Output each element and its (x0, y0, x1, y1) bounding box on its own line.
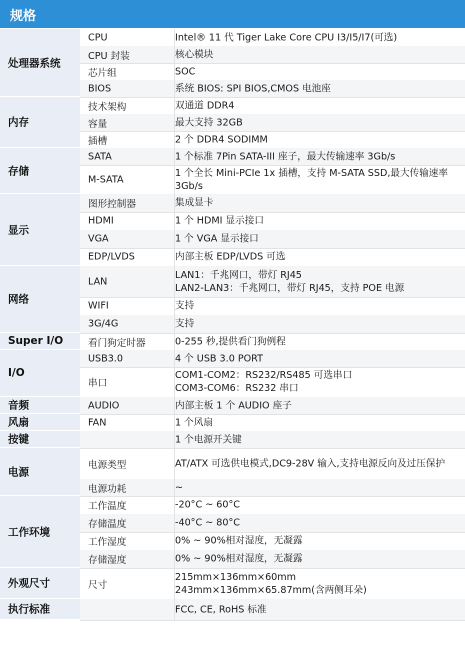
spec-row (80, 550, 465, 569)
spec-row (80, 63, 465, 81)
spec-row (80, 80, 465, 98)
spec-category (0, 496, 80, 568)
spec-category-label: I/O (8, 367, 25, 379)
spec-key: 插槽 (88, 135, 108, 147)
spec-row (80, 333, 465, 351)
spec-category (0, 29, 80, 97)
spec-value (175, 233, 460, 246)
spec-value-line: 1 个电源开关键 (175, 434, 242, 445)
spec-value-line: 内部主板 EDP/LVDS 可选 (175, 251, 286, 263)
spec-value-line: 集成显卡 (175, 197, 214, 209)
spec-category-label: 网络 (8, 293, 29, 306)
spec-row (80, 230, 465, 249)
spec-row (80, 532, 465, 551)
spec-category-label: 风扇 (8, 416, 29, 429)
spec-key: 存储湿度 (88, 555, 127, 566)
spec-value-line: 0% ~ 90%相对湿度，无凝露 (175, 535, 303, 547)
spec-key: AUDIO (88, 400, 120, 411)
spec-value (175, 457, 460, 470)
spec-value-line: 2 个 DDR4 SODIMM (175, 134, 268, 145)
spec-value-line: 0-255 秒,提供看门狗例程 (175, 336, 286, 347)
spec-value (175, 352, 460, 365)
spec-category-label: 处理器系统 (8, 57, 61, 69)
spec-key: HDMI (88, 215, 114, 227)
spec-key: CPU 封装 (88, 50, 130, 62)
spec-row (80, 599, 465, 621)
spec-category (0, 397, 80, 414)
spec-category (0, 414, 80, 431)
spec-value-line: FCC, CE, RoHS 标准 (175, 604, 267, 615)
spec-key: LAN (88, 276, 108, 287)
spec-key: FAN (88, 417, 107, 428)
spec-value-line: 双通道 DDR4 (175, 100, 235, 111)
spec-value-line: 支持 (175, 300, 195, 312)
spec-key: 3G/4G (88, 318, 119, 330)
spec-row (80, 266, 465, 298)
spec-value (175, 82, 460, 95)
spec-category (0, 448, 80, 496)
spec-value-line: Intel® 11 代 Tiger Lake Core CPU I3/I5/I7(可选) (175, 32, 398, 43)
spec-value-line: 1 个 VGA 显示接口 (175, 233, 259, 245)
spec-value (175, 300, 460, 313)
spec-value (175, 369, 460, 395)
spec-value-line: 4 个 USB 3.0 PORT (175, 353, 264, 364)
spec-row (80, 165, 465, 195)
spec-value (175, 571, 460, 597)
spec-row (80, 97, 465, 115)
spec-key: 工作温度 (88, 501, 127, 512)
spec-row (80, 514, 465, 533)
spec-value (175, 150, 460, 163)
spec-value (175, 31, 460, 44)
spec-row (80, 297, 465, 316)
spec-key: M-SATA (88, 174, 124, 185)
spec-key: 看门狗定时器 (88, 337, 146, 349)
spec-category-label: 存储 (8, 165, 29, 177)
spec-value-line: 1 个风扇 (175, 417, 213, 428)
spec-value (175, 215, 460, 228)
spec-value-line: 215mm×136mm×60mm (175, 571, 296, 583)
spec-value-line: LAN2-LAN3：千兆网口，带灯 RJ45，支持 POE 电源 (175, 282, 405, 294)
spec-key: 芯片组 (88, 67, 117, 79)
spec-value-line: -20°C ~ 60°C (175, 499, 241, 511)
spec-row (80, 248, 465, 267)
spec-key: EDP/LVDS (88, 251, 135, 263)
spec-key: 尺寸 (88, 579, 108, 591)
spec-row (80, 350, 465, 368)
spec-category (0, 431, 80, 448)
spec-key: SATA (88, 151, 112, 162)
spec-key: WIFI (88, 300, 109, 312)
spec-value (175, 251, 460, 264)
spec-key: 容量 (88, 118, 108, 130)
spec-value-line: 0% ~ 90%相对湿度，无凝露 (175, 553, 303, 565)
spec-value-line: AT/ATX 可选供电模式,DC9-28V 输入,支持电源反向及过压保护 (175, 458, 446, 469)
spec-row (80, 367, 465, 398)
spec-value-line: SOC (175, 66, 196, 77)
spec-value-line: COM3-COM6：RS232 串口 (175, 383, 299, 394)
spec-row (80, 212, 465, 231)
spec-value (175, 133, 460, 146)
spec-value (175, 603, 460, 616)
spec-category (0, 97, 80, 148)
spec-header (0, 0, 465, 28)
spec-category-label: 显示 (8, 224, 29, 236)
spec-value-line: 内部主板 1 个 AUDIO 座子 (175, 400, 292, 411)
spec-key: 电源功耗 (88, 483, 127, 495)
spec-row (80, 114, 465, 132)
spec-category (0, 148, 80, 194)
spec-row (80, 431, 465, 449)
spec-value-line: 1 个标准 7Pin SATA-III 座子，最大传输速率 3Gb/s (175, 151, 396, 162)
spec-value-line: 核心模块 (175, 49, 214, 60)
spec-value-line: 最大支持 32GB (175, 117, 243, 128)
spec-value (175, 167, 460, 193)
spec-value (175, 481, 460, 494)
spec-value-line: 系统 BIOS: SPI BIOS,CMOS 电池座 (175, 83, 331, 94)
spec-value (175, 269, 460, 295)
spec-key: VGA (88, 233, 109, 245)
spec-value (175, 553, 460, 566)
spec-category (0, 194, 80, 266)
spec-category (0, 568, 80, 599)
spec-key: 工作湿度 (88, 537, 127, 548)
spec-value-line: COM1-COM2：RS232/RS485 可选串口 (175, 370, 353, 381)
spec-category-label: Super I/O (8, 335, 64, 347)
spec-value (175, 116, 460, 129)
spec-value (175, 416, 460, 429)
spec-row (80, 131, 465, 149)
spec-category-label: 内存 (8, 116, 29, 129)
spec-value (175, 65, 460, 78)
spec-category-label: 执行标准 (8, 603, 50, 616)
spec-key: USB3.0 (88, 353, 123, 364)
spec-row (80, 397, 465, 415)
spec-value (175, 48, 460, 61)
spec-key: 技术架构 (88, 101, 127, 113)
spec-row (80, 414, 465, 432)
spec-value (175, 335, 460, 348)
spec-row (80, 315, 465, 334)
spec-value (175, 399, 460, 412)
spec-key: CPU (88, 32, 108, 43)
spec-value-line: -40°C ~ 80°C (175, 517, 241, 529)
spec-category (0, 599, 80, 620)
spec-key: 电源类型 (88, 459, 127, 471)
spec-category (0, 266, 80, 333)
spec-value-line: 支持 (175, 318, 195, 330)
spec-key: 存储温度 (88, 519, 127, 530)
spec-row (80, 496, 465, 515)
spec-category-label: 工作环境 (8, 526, 50, 538)
spec-value-line: 1 个 HDMI 显示接口 (175, 215, 264, 227)
spec-row (80, 568, 465, 600)
spec-title: 规格 (10, 9, 37, 24)
spec-value (175, 318, 460, 331)
spec-key: 串口 (88, 378, 108, 389)
spec-category (0, 350, 80, 397)
spec-value-line: 1 个全长 Mini-PCIe 1x 插槽，支持 M-SATA SSD,最大传输速率 3Gb/s (175, 167, 448, 192)
spec-value (175, 517, 460, 530)
spec-value (175, 535, 460, 548)
spec-row (80, 479, 465, 497)
spec-category (0, 333, 80, 350)
spec-row (80, 29, 465, 47)
spec-value (175, 197, 460, 210)
spec-row (80, 46, 465, 64)
spec-row (80, 194, 465, 213)
spec-row (80, 148, 465, 166)
spec-value-line: ~ (175, 482, 184, 493)
spec-category-label: 电源 (8, 466, 29, 478)
spec-value (175, 499, 460, 512)
spec-value (175, 99, 460, 112)
spec-category-label: 按键 (8, 433, 29, 446)
spec-row (80, 448, 465, 480)
spec-category-label: 音频 (8, 399, 29, 412)
column-divider (174, 29, 175, 620)
spec-value-line: LAN1：千兆网口，带灯 RJ45 (175, 269, 302, 281)
spec-key: 图形控制器 (88, 199, 136, 210)
spec-category-label: 外观尺寸 (8, 577, 50, 590)
spec-value (175, 433, 460, 446)
spec-key: BIOS (88, 83, 112, 94)
spec-value-line: 243mm×136mm×65.87mm(含两侧耳朵) (175, 584, 367, 596)
